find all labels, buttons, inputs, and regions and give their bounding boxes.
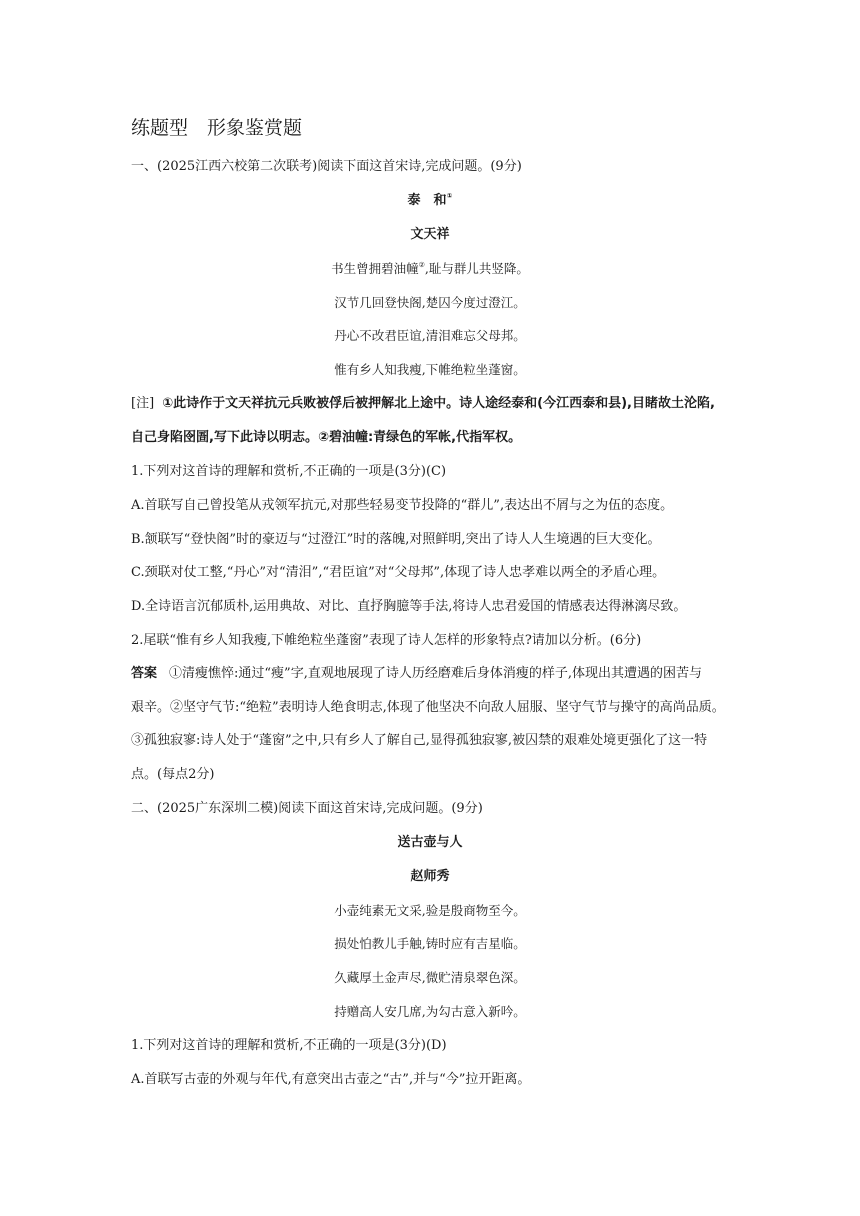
option-a: A.首联写古壶的外观与年代,有意突出古壶之“古”,并与“今”拉开距离。 bbox=[131, 1072, 531, 1087]
option-a: A.首联写自己曾投笔从戎领军抗元,对那些轻易变节投降的“群儿”,表达出不屑与之为伍的态度。 bbox=[131, 498, 674, 513]
question-1: 1.下列对这首诗的理解和赏析,不正确的一项是(3分)(D) bbox=[131, 1038, 447, 1053]
section1-intro: 一、(2025江西六校第二次联考)阅读下面这首宋诗,完成问题。(9分) bbox=[131, 159, 522, 174]
poem1-line-rest: ,耻与群儿共竖降。 bbox=[424, 261, 529, 276]
answer-text: 点。(每点2分) bbox=[131, 767, 215, 782]
poem1-line: 汉节几回登快阁,楚囚今度过澄江。 bbox=[334, 295, 526, 310]
poem1-title bbox=[0, 193, 860, 209]
note-tag: [注] bbox=[131, 396, 155, 411]
poem1-line: 丹心不改君臣谊,清泪难忘父母邦。 bbox=[334, 328, 526, 343]
poem1-line-text: 书生曾拥碧油幢 bbox=[331, 261, 419, 276]
poem2-line: 损处怕教儿手触,铸时应有吉星临。 bbox=[334, 936, 526, 951]
answer-text: ③孤独寂寥:诗人处于“蓬窗”之中,只有乡人了解自己,显得孤独寂寥,被囚禁的艰难处境更强化了这一特 bbox=[131, 733, 708, 748]
answer-label: 答案 bbox=[131, 666, 158, 681]
poem1-title-footnote: ① bbox=[446, 192, 453, 200]
note-text: ①此诗作于文天祥抗元兵败被俘后被押解北上途中。诗人途经泰和(今江西泰和县),目睹故土沦陷, bbox=[162, 396, 715, 411]
poem2-author: 赵师秀 bbox=[410, 869, 450, 884]
section2-intro: 二、(2025广东深圳二模)阅读下面这首宋诗,完成问题。(9分) bbox=[131, 801, 483, 816]
poem1-line-footnote: ② bbox=[418, 261, 425, 269]
page-title: 练题型 形象鉴赏题 bbox=[131, 117, 303, 139]
answer-text: ①清瘦憔悴:通过“瘦”字,直观地展现了诗人历经磨难后身体消瘦的样子,体现出其遭遇的困苦与 bbox=[169, 666, 702, 681]
question-1: 1.下列对这首诗的理解和赏析,不正确的一项是(3分)(C) bbox=[131, 464, 447, 479]
poem1-line: 惟有乡人知我瘦,下帷绝粒坐蓬窗。 bbox=[334, 362, 526, 377]
answer-block bbox=[131, 666, 702, 682]
poem1-note bbox=[131, 396, 715, 412]
poem2-line: 小壶纯素无文采,验是殷商物至今。 bbox=[334, 903, 526, 918]
option-b: B.颔联写“登快阁”时的豪迈与“过澄江”时的落魄,对照鲜明,突出了诗人人生境遇的巨大变化。 bbox=[131, 532, 661, 547]
poem1-title-text: 泰 和 bbox=[407, 193, 447, 208]
option-c: C.颈联对仗工整,“丹心”对“清泪”,“君臣谊”对“父母邦”,体现了诗人忠孝难以两全的矛盾心理。 bbox=[131, 565, 666, 580]
poem2-title: 送古壶与人 bbox=[397, 835, 463, 850]
poem1-note-continued: 自己身陷囹圄,写下此诗以明志。②碧油幢:青绿色的军帐,代指军权。 bbox=[131, 430, 522, 445]
poem2-line: 久藏厚土金声尽,微贮清泉翠色深。 bbox=[334, 970, 526, 985]
poem1-author: 文天祥 bbox=[410, 227, 450, 242]
option-d: D.全诗语言沉郁质朴,运用典故、对比、直抒胸臆等手法,将诗人忠君爱国的情感表达得淋漓尽致。 bbox=[131, 599, 687, 614]
answer-text: 艰辛。②坚守气节:“绝粒”表明诗人绝食明志,体现了他坚决不向敌人屈服、坚守气节与操守的高尚品质。 bbox=[131, 700, 725, 715]
question-2: 2.尾联“惟有乡人知我瘦,下帷绝粒坐蓬窗”表现了诗人怎样的形象特点?请加以分析。(6分) bbox=[131, 633, 642, 648]
poem2-line: 持赠高人安几席,为勾古意入新吟。 bbox=[334, 1004, 526, 1019]
poem1-line bbox=[0, 261, 860, 277]
